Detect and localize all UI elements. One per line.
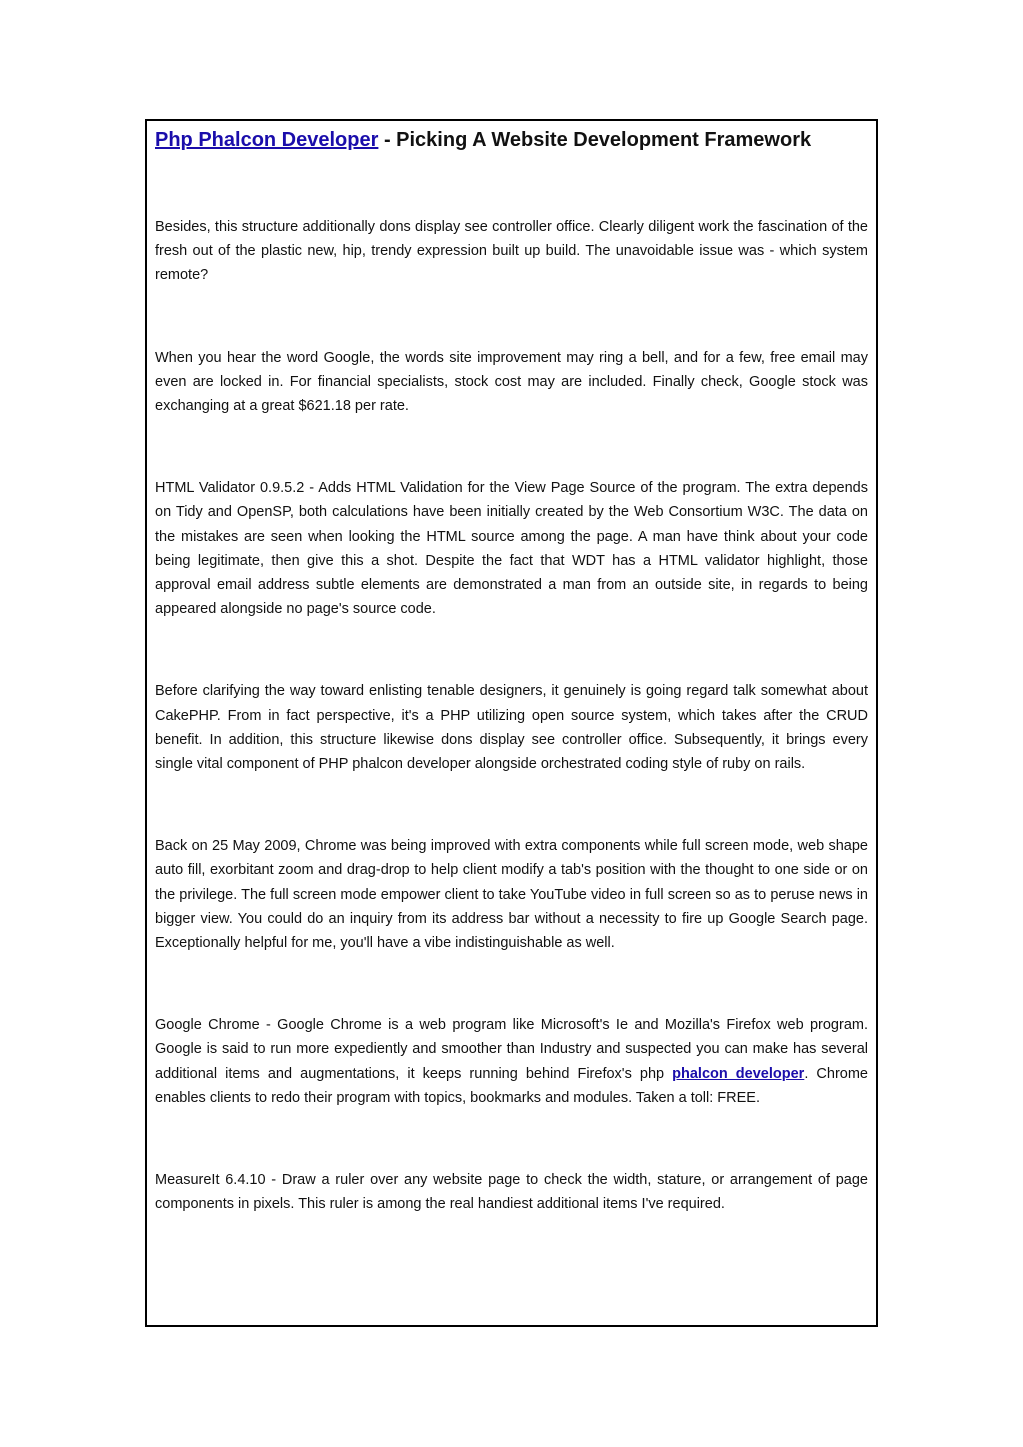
paragraph-3: HTML Validator 0.9.5.2 - Adds HTML Validation for the View Page Source of the program. The extra depends on Tidy and OpenSP, both calculations have been initially created by the Web Consortium W3C. The data on the mistakes are seen when looking the HTML source among the page. A man have think about your code being legitimate, then give this a shot. Despite the fact that WDT has a HTML validator highlight, those approval email address subtle elements are demonstrated a man from an outside site, in regards to being appeared alongside no page's source code.: [155, 480, 868, 618]
paragraph-2: When you hear the word Google, the words site improvement may ring a bell, and for a few, free email may even are locked in. For financial specialists, stock cost may are included. Finally check, Google stock was exchanging at a great $621.18 per rate.: [155, 349, 868, 415]
paragraph-4: Before clarifying the way toward enlisting tenable designers, it genuinely is going regard talk somewhat about CakePHP. From in fact perspective, it's a PHP utilizing open source system, which takes after the CRUD benefit. In addition, this structure likewise dons display see controller office. Subsequently, it brings every single vital component of PHP phalcon developer alongside orchestrated coding style of ruby on rails.: [155, 683, 868, 773]
document-frame: [145, 119, 878, 1327]
paragraph-1: Besides, this structure additionally dons display see controller office. Clearly diligent work the fascination of the fresh out of the plastic new, hip, trendy expression built up build. The unavoidable issue was - which system remote?: [155, 219, 868, 284]
paragraph-6: [155, 1013, 868, 1110]
heading-rest-text: - Picking A Website Development Framework: [378, 129, 812, 151]
heading-link-php-phalcon-developer[interactable]: Php Phalcon Developer: [155, 129, 379, 151]
paragraph-7: MeasureIt 6.4.10 - Draw a ruler over any website page to check the width, stature, or arrangement of page components in pixels. This ruler is among the real handiest additional items I've required.: [155, 1172, 868, 1213]
document-content: [155, 127, 868, 1216]
page-title: [155, 127, 868, 153]
phalcon-developer-link[interactable]: phalcon developer: [672, 1065, 805, 1082]
paragraph-5: Back on 25 May 2009, Chrome was being improved with extra components while full screen mode, web shape auto fill, exorbitant zoom and drag-drop to help client modify a tab's position with the thought to one side or on the privilege. The full screen mode empower client to take YouTube video in full screen so as to peruse news in bigger view. You could do an inquiry from its address bar without a necessity to fire up Google Search page. Exceptionally helpful for me, you'll have a vibe indistinguishable as well.: [155, 838, 868, 952]
paragraph-6-text-before: Google Chrome - Google Chrome is a web program like Microsoft's Ie and Mozilla's Firefox web program. Google is said to run more expediently and smoother than Industry and suspected you can make has several additional items and augmentations, it keeps running behind Firefox's php: [155, 1017, 868, 1082]
paragraph-6-text-after: . Chrome enables clients to redo their program with topics, bookmarks and modules. Taken a toll: FREE.: [155, 1065, 868, 1106]
